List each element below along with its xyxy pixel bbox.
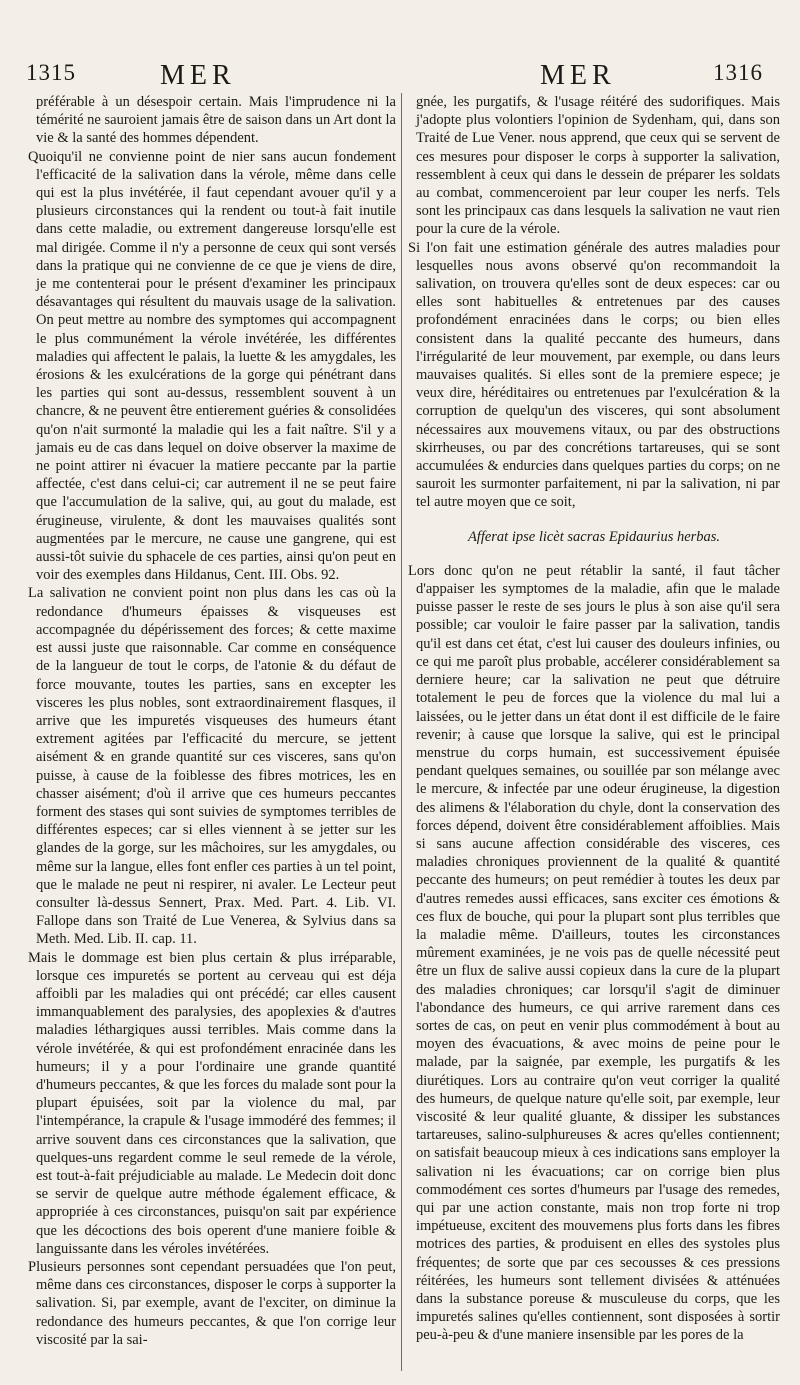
right-text-column (408, 93, 780, 1345)
left-text-column (28, 93, 396, 1349)
left-page-number: 1315 (26, 60, 76, 85)
paragraph: Plusieurs personnes sont cependant persuadées que l'on peut, même dans ces circonstances, disposer le corps à supporter la salivation. Si, par exemple, avant de l'exciter, on diminue la redondance des humeurs peccantes, & que l'on corrige leur viscosité par la sai- (28, 1259, 396, 1348)
paragraph: préférable à un désespoir certain. Mais l'imprudence ni la témérité ne sauroient jamais être de saison dans un Art dont la vie & la santé des hommes dépendent. (36, 94, 396, 147)
right-running-head: MER (540, 60, 616, 91)
left-running-head: MER (160, 60, 236, 91)
paragraph: La salivation ne convient point non plus dans les cas où la redondance d'humeurs épaisses & visqueuses est accompagnée du dépérissement des forces; & cette maxime est aussi juste que raisonnable. Car comme en conséquence de la langueur de tout le corps, de l'atonie & du défaut de force mouvante, toutes les parties, sans en excepter les visceres les plus nobles, sont extraordinairement flasques, il arrive que les impuretés visqueuses des humeurs étant extrement agitées par l'efficacité du mercure, se jettent aisément & en grande quantité sur ces visceres, sans qu'on puisse, à cause de la foiblesse des fibres motrices, les en chasser aisément; d'où il arrive que ces humeurs peccantes forment des stases qui sont suivies de symptomes terribles de différentes especes; car si elles viennent à se jetter sur les glandes de la gorge, sur les mâchoires, sur les amygdales, ou même sur la langue, elles font enfler ces parties à un tel point, que le malade ne peut ni respirer, ni avaler. Le Lecteur peut consulter là-dessus Sennert, Prax. Med. Part. 4. Lib. VI. Fallope dans son Traité de Lue Venerea, & Sylvius dans sa Meth. Med. Lib. II. cap. 11. (28, 585, 396, 948)
paragraph: Quoiqu'il ne convienne point de nier sans aucun fondement l'efficacité de la salivation dans la vérole, même dans celle qui est la plus invétérée, il faut cependant avouer qu'il y a plusieurs circonstances qui la rendent ou tout-à fait inutile dans cette maladie, ou extrement dangereuse lorsqu'elle est mal dirigée. Comme il n'y a personne de ceux qui sont versés dans la pratique qui ne convienne de ce que je viens de dire, je me contenterai pour le présent d'examiner les principaux désavantages qui résultent du mauvais usage de la salivation. On peut mettre au nombre des symptomes qui accompagnent le plus communément la vérole invétérée, les différentes maladies qui affectent le palais, la luette & les amygdales, les érosions & les exulcérations de la gorge qui pénétrant dans les parties qui sont au-dessus, ressemblent souvent à un chancre, & ne peuvent être entierement guéries & consolidées qu'on n'ait surmonté la maladie qui les a fait naître. S'il y a jamais eu de cas dans lequel on doive observer la maxime de ne point attirer ni évacuer la matiere peccante par la partie affectée, c'est dans celui-ci; car autrement il ne se peut faire que l'accumulation de la salive, qui, au gout du malade, est érugineuse, virulente, & dont les mauvaises qualités sont augmentées par le mercure, ne cause une gangrene, qui est aussi-tôt suivie du sphacele de ces parties, ainsi qu'on peut en voir des exemples dans Hildanus, Cent. III. Obs. 92. (28, 148, 396, 584)
latin-quotation: Afferat ipse licèt sacras Epidaurius herbas. (467, 528, 721, 545)
paragraph: Lors donc qu'on ne peut rétablir la santé, il faut tâcher d'appaiser les symptomes de la maladie, afin que le malade puisse passer le reste de ses jours le plus à son aise qu'il sera possible; car vouloir le faire passer par la salivation, tandis qu'il est dans cet état, c'est lui causer des douleurs infinies, ou ce qui me paroît plus probable, accélerer considérablement sa derniere heure; car la salivation ne peut que détruire totalement le peu de forces que la violence du mal lui a laissées, ou le jetter dans un état dont il est difficile de le faire revenir; à cause que lorsque la salive, qui est le principal menstrue du corps humain, est successivement épuisée pendant quelques semaines, ou souillée par son mélange avec le mercure, & infectée par une odeur érugineuse, la digestion des alimens & l'élaboration du chyle, dont la conservation des forces dépend, doivent être considérablement affoiblies. Mais si sans aucune affection considérable des visceres, ces maladies chroniques proviennent de la qualité & quantité peccante des humeurs; on peut remédier à toutes les deux par d'autres remedes aussi efficaces, sans exciter ces émotions & ces flux de bouche, qui pour la plupart sont plus terribles que la maladie même. D'ailleurs, toutes les circonstances mûrement examinées, je ne vois pas de quelle nécessité peut être un flux de salive aussi copieux dans la cure de la plupart des maladies chroniques; car lorsqu'il s'agit de diminuer l'abondance des humeurs, ce qui arrive rarement dans ces sortes de cas, on peut en venir plus commodément à bout au moyen des évacuations, & avec moins de peine pour le malade, par la saignée, par exemple, les purgatifs & les diurétiques. Lors au contraire qu'on veut corriger la qualité des humeurs, de quelque nature qu'elle soit, par exemple, leur viscosité & leur qualité gluante, & dissiper les substances tartareuses, salino-sulphureuses & acres qu'elles contiennent; on satisfait beaucoup mieux à ces indications sans employer la salivation ni les évacuations; car on corrige bien plus commodément ces sortes d'humeurs par l'usage des remedes, qui par une action constante, mais non trop forte ni trop impétueuse, excitent des mouvemens plus forts dans les fibres motrices des parties, & produisent en elles des systoles plus fréquentes; de sorte que par ces secousses & ces pressions réitérées, les humeurs sont tellement divisées & atténuées dans la substance poreuse & musculeuse du corps, que les impuretés salines qu'elles contiennent, sont disposées à sortir peu-à-peu & d'une maniere insensible par les pores de la (408, 562, 780, 1344)
paragraph: Mais le dommage est bien plus certain & plus irréparable, lorsque ces impuretés se portent au cerveau qui est déja affoibli par les maladies qui ont précédé; car elles causent immanquablement des paralysies, des apoplexies & d'autres maladies léthargiques aussi terribles. Mais comme dans la vérole invétérée, & qui est profondément enracinée dans les humeurs; il y a pour l'ordinaire une grande quantité d'humeurs peccantes, & que les forces du malade sont pour la plupart épuisées, soit par la violence du mal, par l'intempérance, la crapule & l'usage immodéré des femmes; il arrive souvent dans ces circonstances que la salivation, que quelques-uns regardent comme le seul remede de la vérole, est tout-à-fait préjudiciable au malade. Le Medecin doit donc se servir de quelque autre méthode également efficace, & appropriée à ces circonstances, puisqu'on sait par expérience que les décoctions des bois operent d'une maniere foible & languissante dans les véroles invétérées. (28, 949, 396, 1257)
paragraph: Si l'on fait une estimation générale des autres maladies pour lesquelles nous avons observé qu'on recommandoit la salivation, on trouvera qu'elles sont de deux especes: car ou elles sont habituelles & entretenues par des causes profondément enracinées dans le corps; ou bien elles consistent dans la qualité peccante des humeurs, dans l'irrégularité de leur mouvement, par exemple, ou dans leurs mauvaises qualités. Si elles sont de la premiere espece; je veux dire, héréditaires ou entretenues par l'exulcération & la corruption de quelqu'un des visceres, qui sont absolument nécessaires aux mouvemens vitaux, ou par des obstructions skirrheuses, ou par des concrétions tartareuses, qui se sont accumulées & endurcies dans quelques parties du corps; on ne sauroit les surmonter parfaitement, ni par la salivation, ni par tel autre moyen que ce soit, (408, 239, 780, 511)
right-page-number: 1316 (713, 60, 763, 85)
column-divider (401, 93, 402, 1371)
paragraph: gnée, les purgatifs, & l'usage réitéré des sudorifiques. Mais j'adopte plus volontiers l'opinion de Sydenham, qui, dans son Traité de Lue Vener. nous apprend, que ceux qui se servent de ces mesures pour disposer le corps à supporter la salivation, ressemblent à ceux qui dans le dessein de préparer les soldats au combat, commenceroient par leur couper les nerfs. Tels sont les principaux cas dans lesquels la salivation ne vaut rien pour la cure de la vérole. (416, 94, 780, 238)
